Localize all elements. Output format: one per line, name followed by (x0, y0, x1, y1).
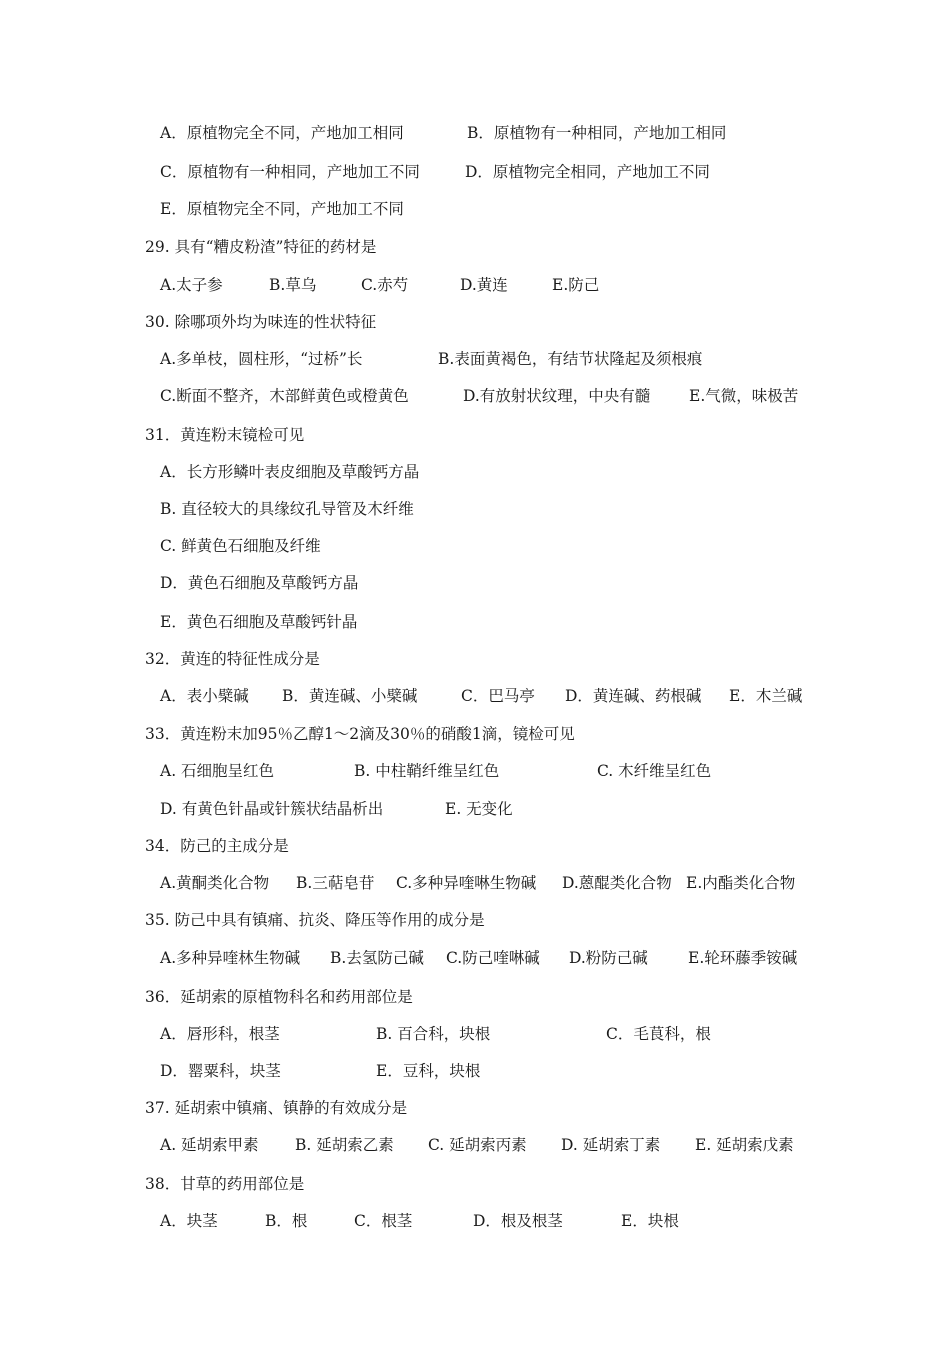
q38-option-e: E．块根 (621, 1212, 679, 1230)
q36-option-a: A．唇形科，根茎 (160, 1025, 280, 1043)
q35-option-a: A.多种异喹林生物碱 (160, 949, 301, 967)
q30-option-a: A.多单枝，圆柱形，“过桥”长 (160, 350, 363, 368)
q35-option-b: B.去氢防己碱 (330, 949, 424, 967)
q33-option-e: E. 无变化 (445, 800, 513, 818)
q28-option-e: E．原植物完全不同，产地加工不同 (160, 200, 404, 218)
q28-option-b: B．原植物有一种相同，产地加工相同 (467, 124, 727, 142)
q32-option-d: D．黄连碱、药根碱 (565, 687, 702, 705)
q30-option-e: E.气微，味极苦 (689, 387, 799, 405)
q29-option-e: E.防己 (552, 276, 600, 294)
q36-option-c: C．毛茛科，根 (606, 1025, 711, 1043)
q29-option-b: B.草乌 (269, 276, 317, 294)
q36-text: 36．延胡索的原植物科名和药用部位是 (145, 988, 413, 1006)
q38-option-b: B．根 (265, 1212, 308, 1230)
q32-option-a: A．表小檗碱 (160, 687, 249, 705)
q32-text: 32．黄连的特征性成分是 (145, 650, 320, 668)
q28-option-d: D．原植物完全相同，产地加工不同 (465, 163, 710, 181)
q35-option-c: C.防己喹啉碱 (446, 949, 540, 967)
q34-option-d: D.蒽醌类化合物 (562, 874, 672, 892)
q33-option-d: D. 有黄色针晶或针簇状结晶析出 (160, 800, 384, 818)
q33-option-b: B. 中柱鞘纤维呈红色 (354, 762, 500, 780)
q30-option-d: D.有放射状纹理，中央有髓 (463, 387, 651, 405)
q32-option-e: E．木兰碱 (729, 687, 803, 705)
q34-option-c: C.多种异喹啉生物碱 (396, 874, 537, 892)
q31-option-c: C. 鲜黄色石细胞及纤维 (160, 537, 321, 555)
q38-option-a: A．块茎 (160, 1212, 218, 1230)
q37-option-b: B. 延胡索乙素 (295, 1136, 394, 1154)
q36-option-d: D．罂粟科，块茎 (160, 1062, 281, 1080)
q30-option-b: B.表面黄褐色，有结节状隆起及须根痕 (438, 350, 703, 368)
q32-option-c: C．巴马亭 (461, 687, 535, 705)
q37-option-c: C. 延胡索丙素 (428, 1136, 527, 1154)
q30-option-c: C.断面不整齐，木部鲜黄色或橙黄色 (160, 387, 409, 405)
q29-option-d: D.黄连 (460, 276, 508, 294)
q38-option-d: D．根及根茎 (473, 1212, 563, 1230)
q37-text: 37. 延胡索中镇痛、镇静的有效成分是 (145, 1099, 408, 1117)
q33-text: 33．黄连粉末加95％乙醇1～2滴及30％的硝酸1滴，镜检可见 (145, 725, 575, 743)
q37-option-d: D. 延胡索丁素 (561, 1136, 661, 1154)
q38-option-c: C．根茎 (354, 1212, 413, 1230)
q35-option-e: E.轮环藤季铵碱 (688, 949, 798, 967)
q31-option-d: D．黄色石细胞及草酸钙方晶 (160, 574, 359, 592)
q31-option-e: E．黄色石细胞及草酸钙针晶 (160, 613, 358, 631)
q28-option-c: C．原植物有一种相同，产地加工不同 (160, 163, 420, 181)
q30-text: 30. 除哪项外均为味连的性状特征 (145, 313, 377, 331)
q38-text: 38．甘草的药用部位是 (145, 1175, 305, 1193)
q34-option-a: A.黄酮类化合物 (160, 874, 270, 892)
q37-option-a: A. 延胡索甲素 (160, 1136, 259, 1154)
q36-option-e: E．豆科，块根 (376, 1062, 481, 1080)
q35-option-d: D.粉防己碱 (569, 949, 648, 967)
q35-text: 35. 防己中具有镇痛、抗炎、降压等作用的成分是 (145, 911, 485, 929)
q34-text: 34．防己的主成分是 (145, 837, 289, 855)
q28-option-a: A．原植物完全不同，产地加工相同 (160, 124, 404, 142)
q34-option-e: E.内酯类化合物 (686, 874, 796, 892)
q33-option-c: C. 木纤维呈红色 (597, 762, 712, 780)
q36-option-b: B. 百合科，块根 (376, 1025, 491, 1043)
q29-option-a: A.太子参 (160, 276, 223, 294)
q29-text: 29. 具有“糟皮粉渣”特征的药材是 (145, 238, 377, 256)
q31-option-b: B. 直径较大的具缘纹孔导管及木纤维 (160, 500, 414, 518)
q29-option-c: C.赤芍 (361, 276, 409, 294)
q34-option-b: B.三萜皂苷 (296, 874, 375, 892)
q32-option-b: B．黄连碱、小檗碱 (282, 687, 418, 705)
q37-option-e: E. 延胡索戊素 (695, 1136, 794, 1154)
q33-option-a: A. 石细胞呈红色 (160, 762, 275, 780)
q31-option-a: A．长方形鳞叶表皮细胞及草酸钙方晶 (160, 463, 420, 481)
q31-text: 31．黄连粉末镜检可见 (145, 426, 305, 444)
